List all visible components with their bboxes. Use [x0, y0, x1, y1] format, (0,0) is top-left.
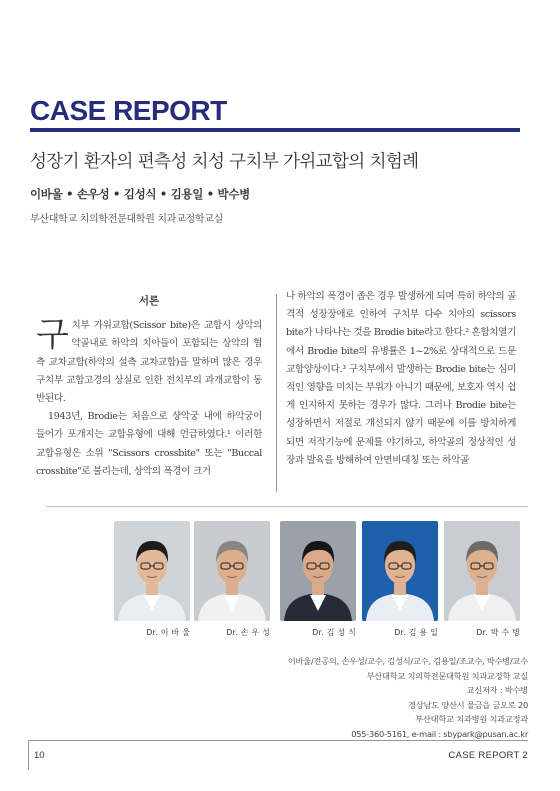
- body-column-left: [36, 292, 262, 481]
- author-portrait: [362, 521, 438, 621]
- footer-rule: [28, 740, 528, 741]
- author-caption: Dr. 손 우 성: [226, 628, 270, 637]
- author-list: 이바울 • 손우성 • 김성식 • 김용일 • 박수병: [30, 187, 250, 201]
- portrait-image: [362, 521, 438, 621]
- contact-line: 055-360-5161, e-mail : sbypark@pusan.ac.kr: [351, 728, 528, 739]
- portrait-image: [444, 521, 520, 621]
- footer-divider: [28, 740, 29, 770]
- author-portrait: [280, 521, 356, 621]
- author-card: [444, 521, 520, 638]
- author-caption: Dr. 박 수 병: [476, 628, 520, 637]
- paragraph: 1943년, Brodie는 처음으로 상악궁 내에 하악궁이 들어가 포개지는 교합유형에 대해 언급하였다.¹ 이러한 교합유형은 소위 "Scissors crossbite" 또는 "Buccal crossbite"로 불리는데, 상악의 폭경이 크거: [36, 411, 262, 477]
- contact-info: [228, 654, 528, 742]
- running-title: CASE REPORT 2: [448, 750, 528, 761]
- contact-line: 이바울/전공의, 손우성/교수, 김성식/교수, 김용일/조교수, 박수병/교수: [287, 656, 528, 666]
- paragraph: [36, 317, 262, 408]
- page-number: 10: [34, 750, 45, 761]
- header-rule: [30, 128, 520, 132]
- paragraph: 나 하악의 폭경이 좁은 경우 발생하게 되며 특히 하악의 골격적 성장장애로 인하여 구치부 다수 치아의 scissors bite가 나타나는 것을 Brodie bite라고 한다.² 혼합치열기에서 Brodie bite의 유병률은 1~2%로 상대적으로 드문 교합양상이다.³ 구치부에서 발생하는 Brodie bite는 심미적인 영향을 미치는 부위가 아니기 때문에, 보호자 역시 쉽게 인지하지 못하는 경우가 많다. 그러나 Brodie bite는 성장하면서 저절로 개선되지 않기 때문에 이를 방치하게 되면 저작기능에 문제를 야기하고, 하악골의 정상적인 성장과 발육을 방해하여 안면비대칭 또는 하악골: [286, 291, 516, 466]
- contact-line: 교신저자 : 박수병: [466, 685, 528, 696]
- body-column-right: [286, 288, 516, 470]
- author-photos: [46, 506, 528, 648]
- portrait-image: [194, 521, 270, 621]
- affiliation: 부산대학교 치의학전문대학원 치과교정학교실: [30, 214, 223, 225]
- author-portrait: [194, 521, 270, 621]
- author-portrait: [114, 521, 190, 621]
- author-caption: Dr. 김 성 식: [312, 628, 356, 637]
- author-card: [280, 521, 356, 638]
- contact-line: 경상남도 양산시 물금읍 금오로 20: [408, 699, 528, 710]
- column-divider: [276, 294, 277, 492]
- portrait-image: [280, 521, 356, 621]
- contact-line: 부산대학교 치과병원 치과교정과: [415, 714, 528, 725]
- author-portrait: [444, 521, 520, 621]
- author-card: [114, 521, 190, 638]
- section-heading: 서론: [138, 295, 160, 307]
- contact-line: 부산대학교 치의학전문대학원 치과교정학 교실: [366, 670, 528, 681]
- author-caption: Dr. 김 용 일: [394, 628, 438, 637]
- author-card: [194, 521, 270, 638]
- author-card: [362, 521, 438, 638]
- paragraph-text: 치부 가위교합(Scissor bite)은 교합시 상악의 악골내로 하악의 치아들이 포함되는 상악의 협측 교차교합(하악의 설측 교차교합)을 말하며 많은 경우 구치부 교합고경의 상실로 인한 전치부의 과개교합이 동반된다.: [36, 320, 262, 405]
- section-label: CASE REPORT: [30, 95, 227, 126]
- drop-cap: 구: [36, 315, 69, 356]
- author-caption: Dr. 이 바 울: [146, 628, 190, 637]
- article-title: 성장기 환자의 편측성 치성 구치부 가위교합의 치험례: [30, 152, 419, 172]
- article-header: [30, 96, 530, 225]
- portrait-image: [114, 521, 190, 621]
